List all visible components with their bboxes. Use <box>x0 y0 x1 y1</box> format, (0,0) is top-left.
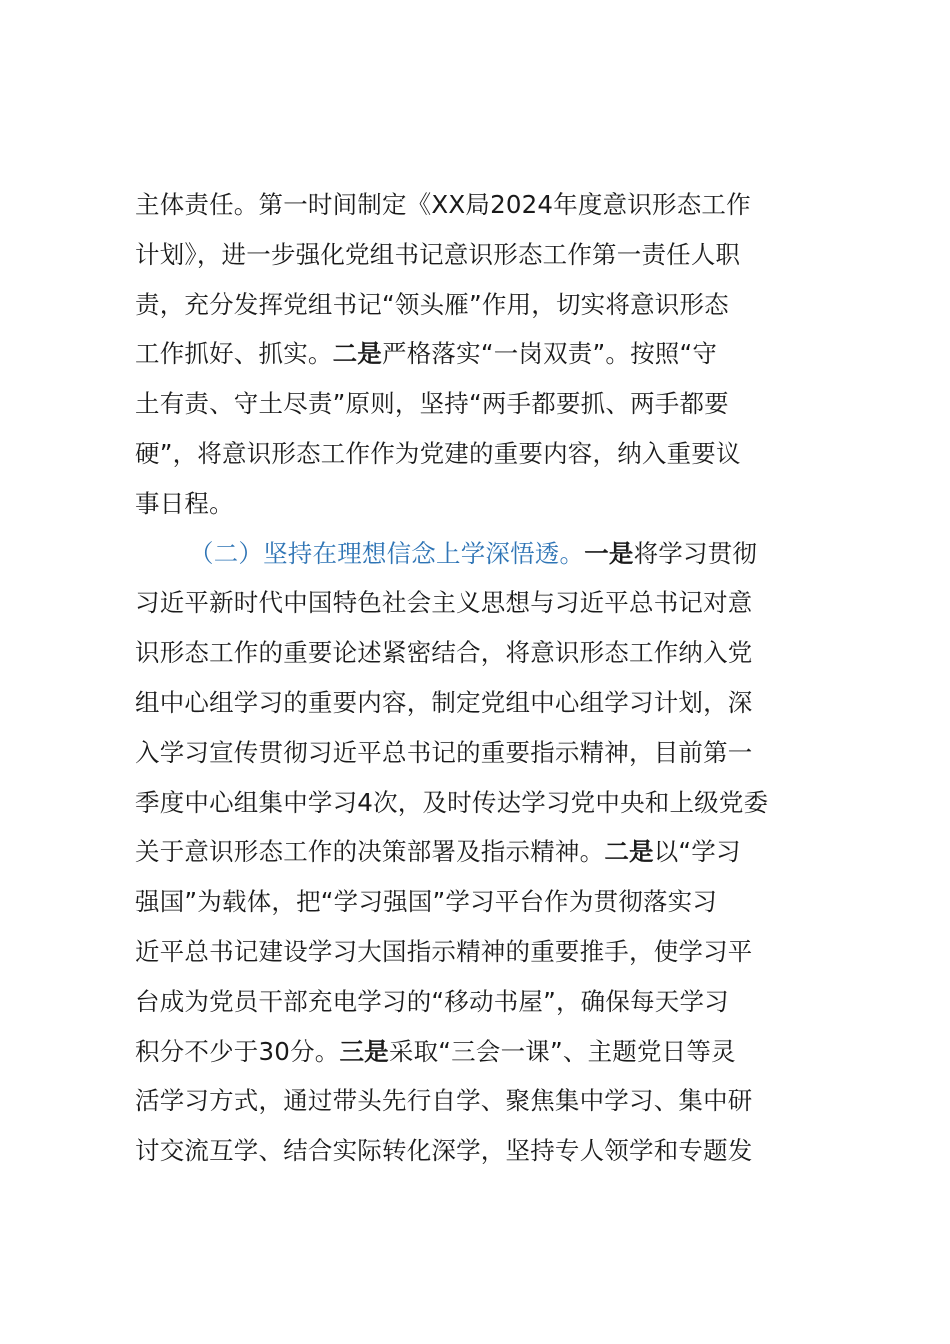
bold-marker: 一是 <box>584 538 634 568</box>
text-line <box>135 827 855 877</box>
text-segment: 强国”为载体，把“学习强国”学习平台作为贯彻落实习 <box>135 887 718 917</box>
text-line <box>135 379 855 429</box>
text-line <box>135 728 855 778</box>
text-line <box>135 578 855 628</box>
text-line <box>135 429 855 479</box>
section-heading: （二）坚持在理想信念上学深悟透。 <box>189 538 585 568</box>
text-segment: 土有责、守土尽责”原则，坚持“两手都要抓、两手都要 <box>135 389 729 419</box>
text-segment: 讨交流互学、结合实际转化深学，坚持专人领学和专题发 <box>135 1136 753 1166</box>
text-line <box>135 778 855 828</box>
text-segment: 入学习宣传贯彻习近平总书记的重要指示精神，目前第一 <box>135 737 753 767</box>
text-line <box>135 280 855 330</box>
text-segment: 事日程。 <box>135 488 234 518</box>
text-line <box>135 230 855 280</box>
text-line <box>135 877 855 927</box>
text-segment: 硬”，将意识形态工作作为党建的重要内容，纳入重要议 <box>135 438 741 468</box>
text-segment: 以“学习 <box>653 837 741 867</box>
text-line <box>135 479 855 529</box>
text-line <box>135 1076 855 1126</box>
body-text <box>135 180 855 1176</box>
text-segment: 采取“三会一课”、主题党日等灵 <box>388 1036 736 1066</box>
text-segment: 主体责任。第一时间制定《XX局2024年度意识形态工作 <box>135 190 751 219</box>
text-segment: 组中心组学习的重要内容，制定党组中心组学习计划，深 <box>135 687 753 717</box>
bold-marker: 二是 <box>604 837 654 867</box>
text-segment: 识形态工作的重要论述紧密结合，将意识形态工作纳入党 <box>135 638 753 668</box>
text-line <box>135 628 855 678</box>
text-line <box>135 678 855 728</box>
text-segment: 台成为党员干部充电学习的“移动书屋”，确保每天学习 <box>135 986 729 1016</box>
text-segment: 活学习方式，通过带头先行自学、聚焦集中学习、集中研 <box>135 1086 753 1116</box>
text-segment: 季度中心组集中学习4次，及时传达学习党中央和上级党委 <box>135 787 769 817</box>
text-line <box>135 329 855 379</box>
text-segment: 习近平新时代中国特色社会主义思想与习近平总书记对意 <box>135 588 753 618</box>
text-segment: 计划》，进一步强化党组书记意识形态工作第一责任人职 <box>135 239 741 269</box>
text-segment: 将学习贯彻 <box>633 538 758 568</box>
text-segment: 积分不少于30分。 <box>135 1036 340 1066</box>
text-line <box>135 1126 855 1176</box>
text-segment: 关于意识形态工作的决策部署及指示精神。 <box>135 837 605 867</box>
text-segment: 工作抓好、抓实。 <box>135 339 333 369</box>
text-line <box>135 977 855 1027</box>
text-line <box>135 180 855 230</box>
bold-marker: 三是 <box>339 1036 389 1066</box>
bold-marker: 二是 <box>332 339 383 369</box>
text-line <box>135 529 855 579</box>
text-segment: 责，充分发挥党组书记“领头雁”作用，切实将意识形态 <box>135 289 729 319</box>
text-segment: 严格落实“一岗双责”。按照“守 <box>382 339 718 369</box>
text-line <box>135 927 855 977</box>
text-line <box>135 1027 855 1077</box>
text-segment: 近平总书记建设学习大国指示精神的重要推手，使学习平 <box>135 936 753 966</box>
